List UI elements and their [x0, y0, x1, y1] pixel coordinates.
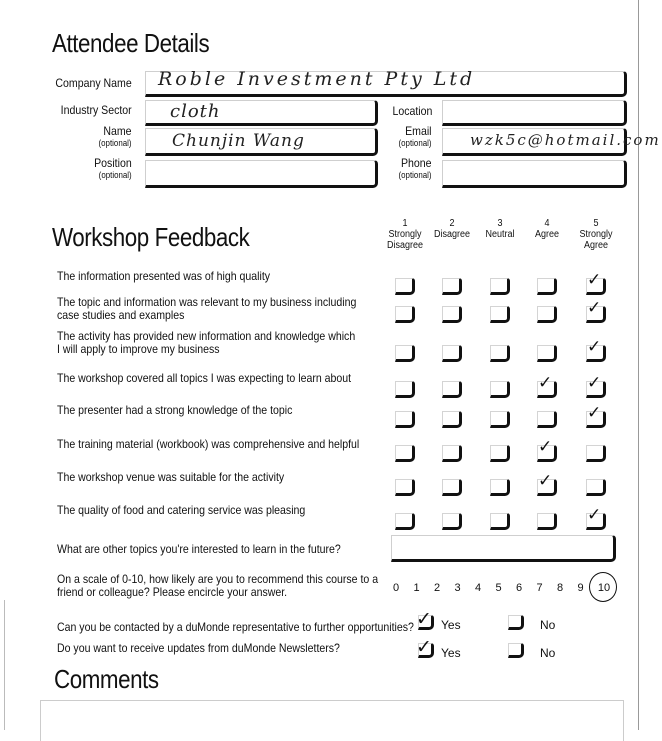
scale-header-1 [381, 218, 430, 251]
recommend-option[interactable]: 8 [556, 582, 564, 594]
check-mark-icon: ✓ [538, 471, 553, 491]
contact-question: Can you be contacted by a duMonde representative to further opportunities? [57, 620, 414, 634]
scale-header-5 [572, 218, 621, 251]
recommend-option[interactable]: 7 [536, 582, 543, 594]
name-optional: (optional) [98, 138, 132, 148]
rating-checkbox-2[interactable] [442, 411, 462, 428]
topics-question: What are other topics you're interested to learn in the future? [57, 542, 341, 556]
phone-label [399, 157, 432, 181]
check-mark-icon: ✓ [587, 403, 602, 423]
scale-number: 3 [497, 218, 503, 229]
check-mark-icon: ✓ [416, 608, 432, 630]
position-label-text: Position [94, 156, 132, 170]
no-label: No [540, 618, 556, 632]
rating-checkbox-1[interactable] [395, 381, 415, 398]
scan-edge-left [4, 600, 5, 730]
comments-box[interactable] [40, 700, 624, 741]
no-label: No [540, 646, 556, 660]
rating-checkbox-1[interactable] [395, 513, 415, 530]
rating-checkbox-2[interactable] [442, 345, 462, 362]
phone-label-text: Phone [401, 156, 432, 170]
recommend-option[interactable]: 3 [454, 582, 461, 594]
rating-checkbox-2[interactable] [442, 513, 462, 530]
industry-value: cloth [170, 101, 221, 122]
company-label: Company Name [55, 76, 132, 90]
rating-checkbox-5[interactable] [586, 479, 606, 496]
scale-label: Strongly Agree [579, 229, 613, 251]
rating-checkbox-2[interactable] [442, 381, 462, 398]
rating-checkbox-3[interactable] [490, 345, 510, 362]
feedback-question: The workshop covered all topics I was expecting to learn about [57, 371, 352, 385]
location-label: Location [392, 104, 432, 118]
rating-checkbox-4[interactable] [537, 278, 557, 295]
rating-checkbox-3[interactable] [490, 479, 510, 496]
recommend-option[interactable]: 9 [577, 582, 584, 594]
scale-label: Neutral [485, 229, 515, 240]
rating-checkbox-5[interactable] [586, 445, 606, 462]
check-mark-icon: ✓ [587, 298, 602, 318]
rating-checkbox-2[interactable] [442, 278, 462, 295]
feedback-question: The information presented was of high quality [57, 269, 271, 283]
rating-checkbox-1[interactable] [395, 306, 415, 323]
email-value: wzk5c@hotmail.com [470, 131, 661, 149]
scale-header-2 [428, 218, 477, 240]
rating-checkbox-1[interactable] [395, 445, 415, 462]
feedback-question: The topic and information was relevant to my business including case studies and examples [57, 295, 357, 322]
yes-label: Yes [441, 618, 461, 632]
scale-number: 4 [544, 218, 550, 229]
check-mark-icon: ✓ [587, 505, 602, 525]
no-checkbox[interactable] [508, 643, 524, 658]
recommend-option[interactable]: 6 [515, 582, 523, 594]
position-label [94, 157, 132, 181]
rating-checkbox-1[interactable] [395, 345, 415, 362]
rating-checkbox-3[interactable] [490, 411, 510, 428]
feedback-question: The training material (workbook) was comprehensive and helpful [57, 437, 360, 451]
check-mark-icon: ✓ [416, 636, 432, 658]
recommend-question: On a scale of 0-10, how likely are you to recommend this course to a friend or colleague? Please encircle your answer. [57, 572, 379, 599]
yes-label: Yes [441, 646, 461, 660]
name-label-text: Name [103, 124, 132, 138]
no-checkbox[interactable] [508, 615, 524, 630]
email-optional: (optional) [398, 138, 432, 148]
rating-checkbox-4[interactable] [537, 306, 557, 323]
recommend-option[interactable]: 1 [413, 582, 420, 594]
position-optional: (optional) [98, 170, 132, 180]
scale-header-4 [523, 218, 572, 240]
recommend-option[interactable]: 10 [597, 582, 611, 594]
check-mark-icon: ✓ [538, 437, 553, 457]
attendee-heading: Attendee Details [52, 28, 210, 58]
rating-checkbox-2[interactable] [442, 306, 462, 323]
recommend-option[interactable]: 4 [474, 582, 482, 594]
feedback-question: The quality of food and catering service was pleasing [57, 503, 306, 517]
rating-checkbox-4[interactable] [537, 411, 557, 428]
feedback-question: The presenter had a strong knowledge of the topic [57, 403, 293, 417]
email-label [399, 125, 432, 149]
scale-number: 1 [402, 218, 408, 229]
phone-field[interactable] [442, 160, 627, 188]
position-field[interactable] [145, 160, 378, 188]
recommend-option[interactable]: 0 [392, 582, 400, 594]
scale-label: Disagree [433, 229, 471, 240]
rating-checkbox-4[interactable] [537, 345, 557, 362]
rating-checkbox-3[interactable] [490, 306, 510, 323]
location-field[interactable] [442, 100, 627, 126]
rating-checkbox-3[interactable] [490, 278, 510, 295]
scale-number: 5 [593, 218, 599, 229]
rating-checkbox-3[interactable] [490, 513, 510, 530]
rating-checkbox-1[interactable] [395, 411, 415, 428]
check-mark-icon: ✓ [538, 373, 553, 393]
rating-checkbox-3[interactable] [490, 381, 510, 398]
recommend-option[interactable]: 2 [433, 582, 441, 594]
check-mark-icon: ✓ [587, 337, 602, 357]
rating-checkbox-4[interactable] [537, 513, 557, 530]
feedback-question: The workshop venue was suitable for the activity [57, 470, 285, 484]
email-label-text: Email [405, 124, 432, 138]
recommend-option[interactable]: 5 [495, 582, 502, 594]
industry-label: Industry Sector [60, 103, 132, 117]
rating-checkbox-1[interactable] [395, 278, 415, 295]
scale-number: 2 [449, 218, 455, 229]
rating-checkbox-3[interactable] [490, 445, 510, 462]
company-value: Roble Investment Pty Ltd [158, 68, 476, 90]
feedback-question: The activity has provided new information and knowledge which I will apply to improve my business [57, 329, 356, 356]
name-label [99, 125, 132, 149]
check-mark-icon: ✓ [587, 373, 602, 393]
rating-checkbox-1[interactable] [395, 479, 415, 496]
feedback-heading: Workshop Feedback [52, 222, 250, 252]
rating-checkbox-2[interactable] [442, 445, 462, 462]
scale-label: Strongly Disagree [386, 229, 424, 251]
newsletter-question: Do you want to receive updates from duMonde Newsletters? [57, 641, 340, 655]
topics-field[interactable] [391, 535, 616, 562]
name-value: Chunjin Wang [172, 131, 305, 151]
comments-heading: Comments [54, 664, 159, 694]
rating-checkbox-2[interactable] [442, 479, 462, 496]
check-mark-icon: ✓ [587, 270, 602, 290]
scale-label: Agree [534, 229, 560, 240]
scan-edge-right [638, 0, 639, 730]
phone-optional: (optional) [398, 170, 432, 180]
scale-header-3 [476, 218, 525, 240]
